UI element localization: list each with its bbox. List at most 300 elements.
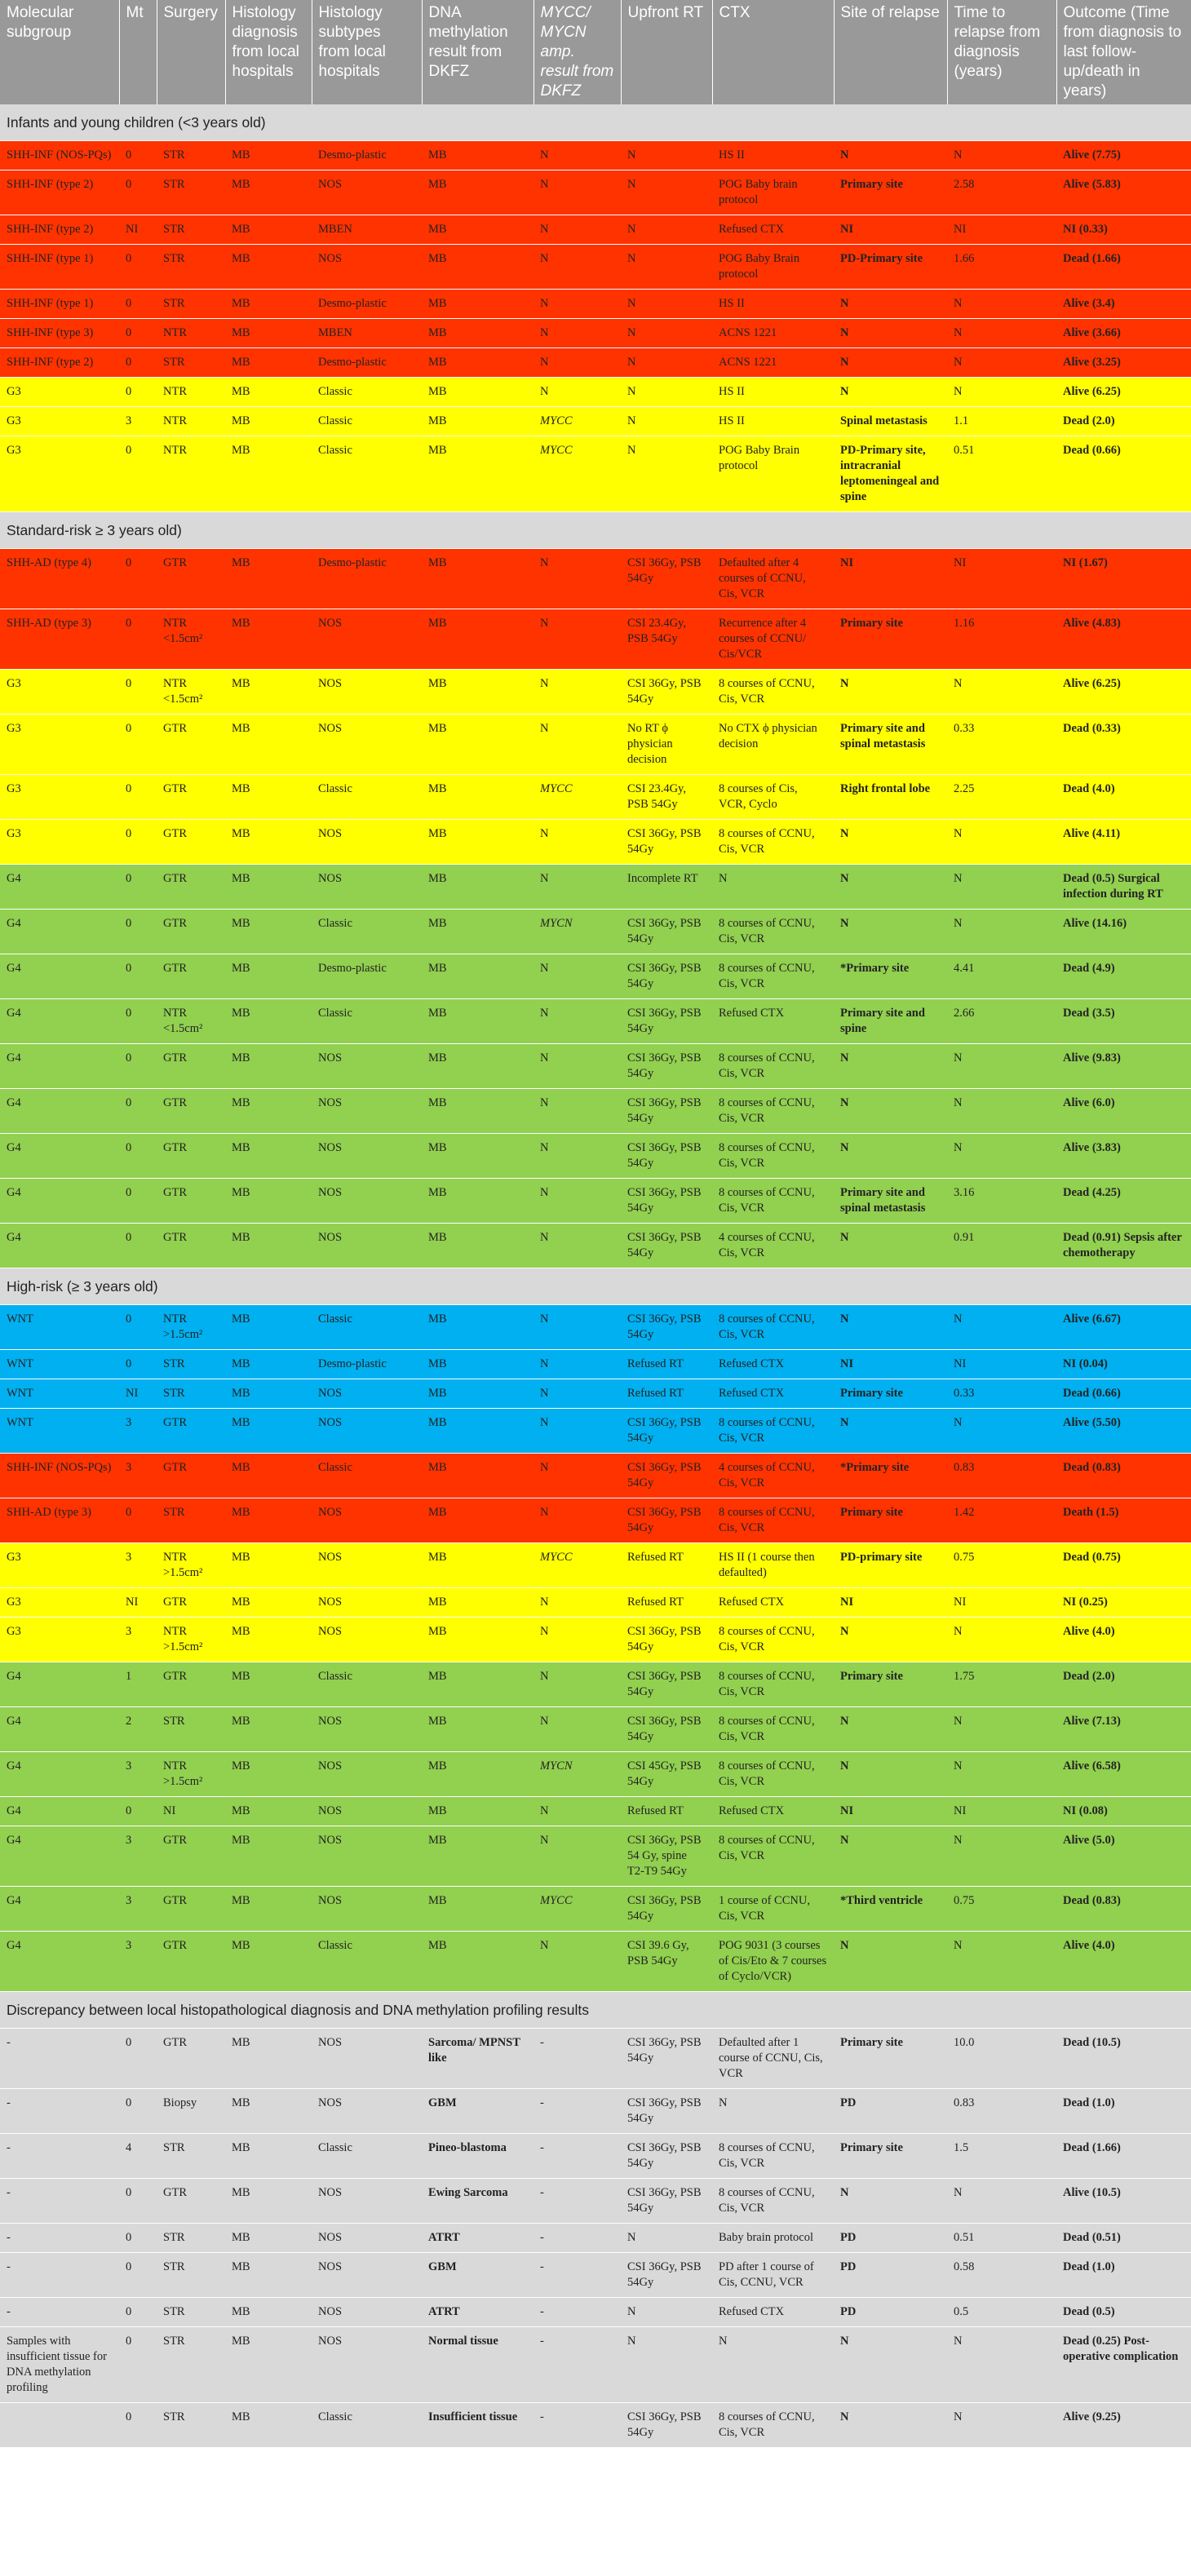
col-header: Mt xyxy=(119,0,157,104)
table-cell: 0.5 xyxy=(947,2298,1056,2327)
section-title: Infants and young children (<3 years old) xyxy=(0,104,1191,141)
table-cell: G3 xyxy=(0,820,119,865)
table-cell: 8 courses of CCNU, Cis, VCR xyxy=(712,1179,834,1224)
table-cell: MB xyxy=(225,245,312,290)
table-cell: G3 xyxy=(0,715,119,775)
table-cell: NOS xyxy=(312,1826,422,1887)
table-cell: N xyxy=(947,670,1056,715)
table-cell: 3 xyxy=(119,1826,157,1887)
table-cell: 8 courses of CCNU, Cis, VCR xyxy=(712,1044,834,1089)
table-cell: Dead (4.0) xyxy=(1056,775,1191,820)
table-cell: 8 courses of CCNU, Cis, VCR xyxy=(712,2403,834,2448)
col-header: CTX xyxy=(712,0,834,104)
table-cell: MB xyxy=(225,609,312,670)
table-cell: Desmo-plastic xyxy=(312,549,422,609)
table-cell: STR xyxy=(157,1498,225,1543)
table-cell: MB xyxy=(225,1887,312,1932)
table-cell: Primary site xyxy=(834,2134,947,2179)
table-cell: MB xyxy=(225,1797,312,1826)
table-row xyxy=(0,1305,1191,1350)
table-cell: NOS xyxy=(312,1179,422,1224)
table-cell: Baby brain protocol xyxy=(712,2224,834,2253)
table-row xyxy=(0,1826,1191,1887)
table-cell: POG Baby Brain protocol xyxy=(712,245,834,290)
table-cell: NTR xyxy=(157,407,225,436)
table-cell: N xyxy=(534,1454,621,1498)
table-cell: MB xyxy=(422,670,534,715)
table-cell: N xyxy=(534,820,621,865)
table-cell: STR xyxy=(157,2224,225,2253)
table-cell: NI (1.67) xyxy=(1056,549,1191,609)
table-row xyxy=(0,2298,1191,2327)
table-cell: STR xyxy=(157,2298,225,2327)
table-cell: MYCC xyxy=(534,407,621,436)
table-cell: CSI 36Gy, PSB 54Gy xyxy=(621,999,712,1044)
table-cell: Defaulted after 4 courses of CCNU, Cis, VCR xyxy=(712,549,834,609)
table-cell: MB xyxy=(225,820,312,865)
table-row xyxy=(0,910,1191,954)
table-cell: STR xyxy=(157,1707,225,1752)
table-cell: 8 courses of CCNU, Cis, VCR xyxy=(712,1662,834,1707)
table-cell: GTR xyxy=(157,954,225,999)
table-cell: N xyxy=(947,1932,1056,1992)
table-cell: NI xyxy=(834,1350,947,1379)
table-cell: N xyxy=(834,1224,947,1268)
table-cell: 0 xyxy=(119,2298,157,2327)
table-cell: MYCC xyxy=(534,1543,621,1588)
table-row xyxy=(0,820,1191,865)
table-cell: 0 xyxy=(119,910,157,954)
table-cell: CSI 36Gy, PSB 54Gy xyxy=(621,1618,712,1662)
table-cell: NI xyxy=(119,1379,157,1409)
table-cell: NOS xyxy=(312,2298,422,2327)
table-cell: NOS xyxy=(312,2253,422,2298)
table-cell: Primary site xyxy=(834,2029,947,2089)
table-cell: Desmo-plastic xyxy=(312,348,422,378)
table-cell: Alive (9.25) xyxy=(1056,2403,1191,2448)
table-cell: HS II xyxy=(712,407,834,436)
table-row xyxy=(0,1543,1191,1588)
table-cell: CSI 36Gy, PSB 54Gy xyxy=(621,1305,712,1350)
table-cell: 0 xyxy=(119,2179,157,2224)
table-cell: MB xyxy=(225,348,312,378)
table-cell: 0 xyxy=(119,1350,157,1379)
table-cell: Alive (5.50) xyxy=(1056,1409,1191,1454)
table-cell: NI xyxy=(947,1588,1056,1618)
table-cell: STR xyxy=(157,1379,225,1409)
table-row xyxy=(0,609,1191,670)
table-cell: N xyxy=(621,245,712,290)
table-cell: GTR xyxy=(157,1826,225,1887)
table-cell: CSI 39.6 Gy, PSB 54Gy xyxy=(621,1932,712,1992)
table-row xyxy=(0,865,1191,910)
table-cell: MB xyxy=(422,865,534,910)
col-header: Upfront RT xyxy=(621,0,712,104)
table-cell: Alive (7.13) xyxy=(1056,1707,1191,1752)
table-row xyxy=(0,1618,1191,1662)
table-cell: Dead (2.0) xyxy=(1056,1662,1191,1707)
table-cell: - xyxy=(534,2029,621,2089)
table-cell: Dead (0.83) xyxy=(1056,1454,1191,1498)
table-cell: 0 xyxy=(119,378,157,407)
table-row xyxy=(0,2403,1191,2448)
table-cell: SHH-INF (NOS-PQs) xyxy=(0,1454,119,1498)
table-cell: 3.16 xyxy=(947,1179,1056,1224)
table-cell: G4 xyxy=(0,1752,119,1797)
table-cell: Insufficient tissue xyxy=(422,2403,534,2448)
section-title: Standard-risk ≥ 3 years old) xyxy=(0,512,1191,549)
table-cell: 0 xyxy=(119,670,157,715)
table-cell: N xyxy=(534,1588,621,1618)
table-cell: NTR <1.5cm² xyxy=(157,609,225,670)
table-cell: N xyxy=(534,1089,621,1134)
table-cell: 10.0 xyxy=(947,2029,1056,2089)
table-cell: 8 courses of CCNU, Cis, VCR xyxy=(712,2134,834,2179)
table-cell: Samples with insufficient tissue for DNA methylation profiling xyxy=(0,2327,119,2403)
table-cell: Dead (1.0) xyxy=(1056,2253,1191,2298)
table-cell: ATRT xyxy=(422,2224,534,2253)
table-cell: NTR xyxy=(157,378,225,407)
table-cell: MB xyxy=(422,215,534,245)
table-cell: WNT xyxy=(0,1409,119,1454)
table-cell: SHH-INF (type 3) xyxy=(0,319,119,348)
table-cell: N xyxy=(947,1409,1056,1454)
table-cell: Alive (3.25) xyxy=(1056,348,1191,378)
table-row xyxy=(0,1588,1191,1618)
table-cell: G4 xyxy=(0,1826,119,1887)
table-cell: MB xyxy=(422,910,534,954)
table-cell: SHH-INF (NOS-PQs) xyxy=(0,141,119,170)
table-cell: Classic xyxy=(312,2403,422,2448)
table-cell: MB xyxy=(422,1752,534,1797)
table-cell: MBEN xyxy=(312,319,422,348)
table-cell: N xyxy=(947,2327,1056,2403)
table-cell: MB xyxy=(422,1588,534,1618)
table-cell: MB xyxy=(225,1618,312,1662)
table-cell: N xyxy=(534,141,621,170)
table-cell: - xyxy=(534,2089,621,2134)
table-cell: Right frontal lobe xyxy=(834,775,947,820)
table-cell: 0 xyxy=(119,2224,157,2253)
table-cell: STR xyxy=(157,215,225,245)
table-cell: NOS xyxy=(312,670,422,715)
table-cell: N xyxy=(834,865,947,910)
table-cell: NTR <1.5cm² xyxy=(157,999,225,1044)
table-cell: G3 xyxy=(0,1618,119,1662)
table-cell: Primary site and spinal metastasis xyxy=(834,1179,947,1224)
table-cell: Recurrence after 4 courses of CCNU/ Cis/VCR xyxy=(712,609,834,670)
table-cell: Dead (0.91) Sepsis after chemotherapy xyxy=(1056,1224,1191,1268)
table-cell: N xyxy=(712,2327,834,2403)
table-row xyxy=(0,2327,1191,2403)
table-cell: N xyxy=(947,1305,1056,1350)
table-cell: Classic xyxy=(312,999,422,1044)
table-cell: Refused CTX xyxy=(712,1797,834,1826)
table-cell: G4 xyxy=(0,1932,119,1992)
table-cell: NOS xyxy=(312,1707,422,1752)
table-cell: GTR xyxy=(157,715,225,775)
table-cell: NOS xyxy=(312,2089,422,2134)
table-cell: Refused CTX xyxy=(712,2298,834,2327)
table-cell: G4 xyxy=(0,910,119,954)
table-cell: N xyxy=(947,820,1056,865)
table-cell: CSI 45Gy, PSB 54Gy xyxy=(621,1752,712,1797)
table-cell: N xyxy=(534,865,621,910)
table-cell: NOS xyxy=(312,715,422,775)
table-cell: SHH-AD (type 3) xyxy=(0,1498,119,1543)
table-cell: Primary site xyxy=(834,1379,947,1409)
table-cell: 1.75 xyxy=(947,1662,1056,1707)
table-cell: NOS xyxy=(312,1887,422,1932)
table-cell: NOS xyxy=(312,1044,422,1089)
table-cell: MB xyxy=(422,1409,534,1454)
table-cell: MB xyxy=(225,319,312,348)
table-cell: Dead (2.0) xyxy=(1056,407,1191,436)
table-cell: MB xyxy=(225,1454,312,1498)
table-cell: No CTX ϕ physician decision xyxy=(712,715,834,775)
table-cell: 8 courses of CCNU, Cis, VCR xyxy=(712,1089,834,1134)
table-cell: Pineo-blastoma xyxy=(422,2134,534,2179)
table-cell: N xyxy=(534,1044,621,1089)
table-cell: CSI 36Gy, PSB 54Gy xyxy=(621,1409,712,1454)
table-cell: Dead (10.5) xyxy=(1056,2029,1191,2089)
table-cell: G3 xyxy=(0,1588,119,1618)
table-cell: NTR >1.5cm² xyxy=(157,1543,225,1588)
table-cell: SHH-INF (type 2) xyxy=(0,215,119,245)
table-cell: NI (0.08) xyxy=(1056,1797,1191,1826)
table-cell: Alive (5.0) xyxy=(1056,1826,1191,1887)
table-cell: HS II xyxy=(712,141,834,170)
table-cell: CSI 23.4Gy, PSB 54Gy xyxy=(621,609,712,670)
table-cell: Dead (4.9) xyxy=(1056,954,1191,999)
table-cell: PD-primary site xyxy=(834,1543,947,1588)
table-cell: Classic xyxy=(312,378,422,407)
table-cell: MB xyxy=(225,1932,312,1992)
table-cell: CSI 36Gy, PSB 54Gy xyxy=(621,1224,712,1268)
table-cell: Classic xyxy=(312,407,422,436)
table-cell: N xyxy=(534,954,621,999)
table-cell: N xyxy=(712,865,834,910)
table-cell: N xyxy=(621,170,712,215)
table-cell: WNT xyxy=(0,1350,119,1379)
table-cell: SHH-INF (type 2) xyxy=(0,170,119,215)
table-cell: Dead (0.75) xyxy=(1056,1543,1191,1588)
table-cell: STR xyxy=(157,348,225,378)
table-cell: N xyxy=(534,1618,621,1662)
table-cell: Biopsy xyxy=(157,2089,225,2134)
table-cell: N xyxy=(834,1932,947,1992)
table-cell: 3 xyxy=(119,1887,157,1932)
table-cell: 0 xyxy=(119,2327,157,2403)
section-header xyxy=(0,1992,1191,2029)
table-cell: MB xyxy=(225,954,312,999)
table-cell: G4 xyxy=(0,954,119,999)
table-cell: *Primary site xyxy=(834,1454,947,1498)
table-cell: 1.5 xyxy=(947,2134,1056,2179)
table-cell: CSI 36Gy, PSB 54Gy xyxy=(621,2179,712,2224)
table-cell: - xyxy=(534,2327,621,2403)
table-cell: MB xyxy=(225,1379,312,1409)
table-cell: N xyxy=(534,1932,621,1992)
table-cell: N xyxy=(621,2327,712,2403)
table-cell: MYCN xyxy=(534,1752,621,1797)
table-row xyxy=(0,170,1191,215)
table-cell: Desmo-plastic xyxy=(312,141,422,170)
table-cell: MB xyxy=(422,1707,534,1752)
table-row xyxy=(0,290,1191,319)
header-row xyxy=(0,0,1191,104)
table-cell: 3 xyxy=(119,1409,157,1454)
table-cell: MB xyxy=(422,436,534,512)
table-cell: - xyxy=(534,2253,621,2298)
table-cell: - xyxy=(534,2298,621,2327)
table-cell: 1.16 xyxy=(947,609,1056,670)
table-cell: N xyxy=(534,670,621,715)
table-cell: MB xyxy=(225,910,312,954)
table-cell: 0 xyxy=(119,1179,157,1224)
table-cell: MB xyxy=(225,1752,312,1797)
table-cell: Primary site xyxy=(834,170,947,215)
table-row xyxy=(0,1350,1191,1379)
table-cell: STR xyxy=(157,2253,225,2298)
table-cell: Dead (1.0) xyxy=(1056,2089,1191,2134)
table-cell: 0 xyxy=(119,775,157,820)
col-header: Site of relapse xyxy=(834,0,947,104)
table-cell: Classic xyxy=(312,2134,422,2179)
table-cell: MB xyxy=(225,1409,312,1454)
table-cell: 1.1 xyxy=(947,407,1056,436)
table-row xyxy=(0,1662,1191,1707)
table-cell: Dead (1.66) xyxy=(1056,245,1191,290)
table-cell: MB xyxy=(225,1179,312,1224)
table-cell: 3 xyxy=(119,1454,157,1498)
table-cell: G4 xyxy=(0,1089,119,1134)
table-cell: POG 9031 (3 courses of Cis/Eto & 7 courses of Cyclo/VCR) xyxy=(712,1932,834,1992)
table-cell: MB xyxy=(422,407,534,436)
section-title: High-risk (≥ 3 years old) xyxy=(0,1268,1191,1305)
table-cell: 2.25 xyxy=(947,775,1056,820)
table-cell: N xyxy=(621,436,712,512)
table-cell: G4 xyxy=(0,1134,119,1179)
table-cell: GTR xyxy=(157,1089,225,1134)
table-cell: SHH-AD (type 3) xyxy=(0,609,119,670)
table-cell: CSI 36Gy, PSB 54Gy xyxy=(621,2253,712,2298)
col-header: Histology subtypes from local hospitals xyxy=(312,0,422,104)
table-cell: PD-Primary site xyxy=(834,245,947,290)
table-cell: SHH-INF (type 1) xyxy=(0,290,119,319)
table-cell: 8 courses of CCNU, Cis, VCR xyxy=(712,1134,834,1179)
table-cell: NOS xyxy=(312,1089,422,1134)
table-row xyxy=(0,549,1191,609)
table-cell: NI xyxy=(834,549,947,609)
table-cell: STR xyxy=(157,2403,225,2448)
table-cell: Dead (3.5) xyxy=(1056,999,1191,1044)
table-row xyxy=(0,1089,1191,1134)
table-row xyxy=(0,2029,1191,2089)
table-cell: CSI 36Gy, PSB 54Gy xyxy=(621,1498,712,1543)
table-cell: N xyxy=(534,549,621,609)
table-cell: NI (0.25) xyxy=(1056,1588,1191,1618)
table-cell: Defaulted after 1 course of CCNU, Cis, VCR xyxy=(712,2029,834,2089)
table-cell: 0.91 xyxy=(947,1224,1056,1268)
table-cell: N xyxy=(947,1044,1056,1089)
table-cell: MB xyxy=(422,290,534,319)
table-cell: 4 courses of CCNU, Cis, VCR xyxy=(712,1224,834,1268)
table-cell: N xyxy=(834,2403,947,2448)
table-cell: MB xyxy=(225,865,312,910)
table-cell: 4 xyxy=(119,2134,157,2179)
table-cell: GTR xyxy=(157,549,225,609)
table-cell: N xyxy=(834,141,947,170)
table-cell: 0.51 xyxy=(947,436,1056,512)
table-cell: PD xyxy=(834,2089,947,2134)
table-cell: 0 xyxy=(119,954,157,999)
table-cell: 0.75 xyxy=(947,1887,1056,1932)
table-cell: MB xyxy=(225,775,312,820)
table-cell: Classic xyxy=(312,775,422,820)
table-cell: Alive (10.5) xyxy=(1056,2179,1191,2224)
table-row xyxy=(0,2224,1191,2253)
table-cell: MB xyxy=(422,715,534,775)
table-cell: N xyxy=(834,820,947,865)
table-row xyxy=(0,670,1191,715)
table-cell: 0 xyxy=(119,319,157,348)
table-cell: NI xyxy=(834,215,947,245)
table-cell: N xyxy=(534,1305,621,1350)
table-cell: 8 courses of CCNU, Cis, VCR xyxy=(712,2179,834,2224)
table-cell: MB xyxy=(225,1707,312,1752)
table-cell: N xyxy=(947,2403,1056,2448)
table-cell: Alive (3.66) xyxy=(1056,319,1191,348)
table-cell: Alive (4.0) xyxy=(1056,1932,1191,1992)
table-cell: GTR xyxy=(157,1887,225,1932)
table-cell: 1.66 xyxy=(947,245,1056,290)
table-cell: Incomplete RT xyxy=(621,865,712,910)
table-cell: N xyxy=(534,170,621,215)
section-header xyxy=(0,512,1191,549)
col-header: MYCC/ MYCN amp. result from DKFZ xyxy=(534,0,621,104)
table-cell: N xyxy=(834,348,947,378)
table-cell: 0 xyxy=(119,2403,157,2448)
table-cell: CSI 36Gy, PSB 54Gy xyxy=(621,2403,712,2448)
table-row xyxy=(0,1409,1191,1454)
table-cell: Dead (0.33) xyxy=(1056,715,1191,775)
table-cell: Alive (6.25) xyxy=(1056,378,1191,407)
table-cell: STR xyxy=(157,141,225,170)
table-cell: MB xyxy=(422,245,534,290)
table-cell: N xyxy=(947,1134,1056,1179)
table-cell: Refused CTX xyxy=(712,999,834,1044)
table-cell: 3 xyxy=(119,1618,157,1662)
table-cell: MB xyxy=(225,549,312,609)
table-cell: *Third ventricle xyxy=(834,1887,947,1932)
table-cell: G4 xyxy=(0,1179,119,1224)
table-cell: N xyxy=(621,290,712,319)
table-cell: N xyxy=(834,910,947,954)
table-cell: MB xyxy=(422,1543,534,1588)
table-cell: 8 courses of CCNU, Cis, VCR xyxy=(712,1707,834,1752)
table-cell: 4 courses of CCNU, Cis, VCR xyxy=(712,1454,834,1498)
col-header: DNA methylation result from DKFZ xyxy=(422,0,534,104)
table-cell: 0 xyxy=(119,436,157,512)
table-cell: 0 xyxy=(119,1089,157,1134)
table-cell: CSI 36Gy, PSB 54Gy xyxy=(621,1887,712,1932)
table-cell: G3 xyxy=(0,378,119,407)
table-cell: Alive (5.83) xyxy=(1056,170,1191,215)
col-header: Surgery xyxy=(157,0,225,104)
table-cell: Classic xyxy=(312,1932,422,1992)
table-cell: G4 xyxy=(0,865,119,910)
